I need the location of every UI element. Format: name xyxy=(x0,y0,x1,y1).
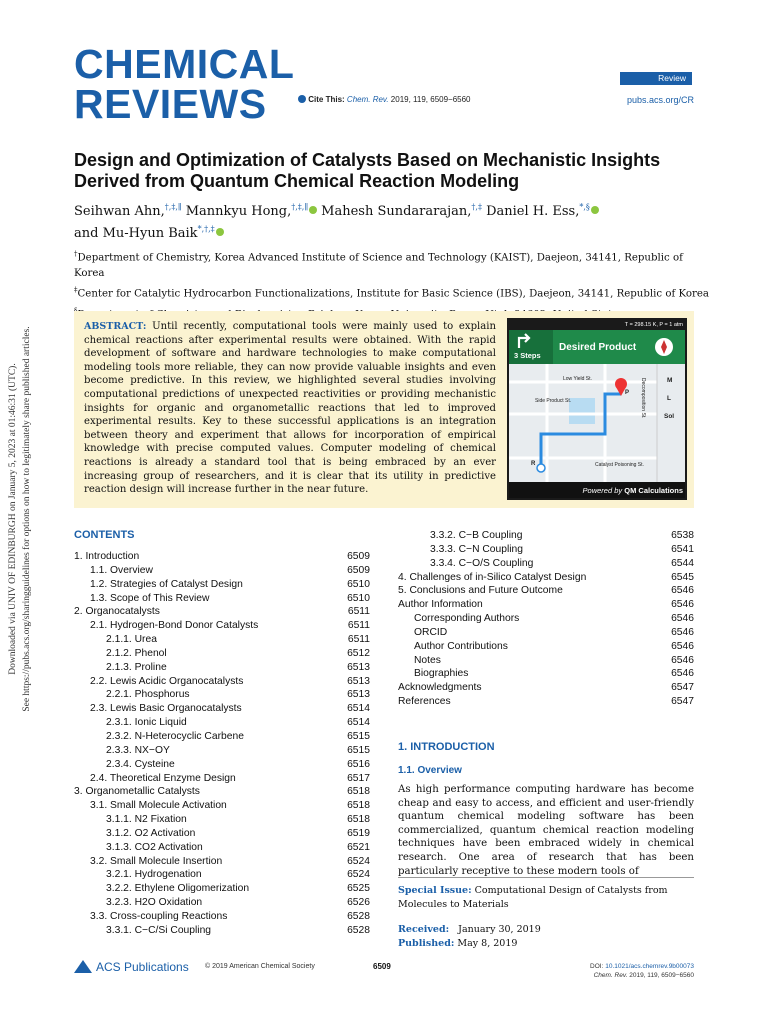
contents-entry-page: 6517 xyxy=(347,772,370,784)
contents-entry-page: 6514 xyxy=(347,703,370,715)
contents-entry-page: 6544 xyxy=(671,557,694,569)
toc-conditions: T = 298.15 K, P = 1 atm xyxy=(624,322,683,328)
contents-entry-page: 6528 xyxy=(347,924,370,936)
contents-entry-page: 6518 xyxy=(347,814,370,826)
contents-entry[interactable] xyxy=(398,640,694,654)
contents-entry-title: 5. Conclusions and Future Outcome xyxy=(398,585,563,597)
affiliation: ‡Center for Catalytic Hydrocarbon Functionalizations, Institute for Basic Science (IBS), Daejeon, 34141, Republic of Korea xyxy=(74,286,709,300)
contents-entry-title: 3.2.2. Ethylene Oligomerization xyxy=(106,883,250,895)
contents-entry-page: 6515 xyxy=(347,730,370,742)
contents-entry-page: 6525 xyxy=(347,883,370,895)
contents-entry[interactable] xyxy=(74,633,370,647)
author[interactable]: Daniel H. Ess,*,§ xyxy=(486,204,599,219)
contents-entry[interactable] xyxy=(74,716,370,730)
contents-entry-page: 6526 xyxy=(347,897,370,909)
journal-logo-line2: REVIEWS xyxy=(74,81,267,127)
contents-entry[interactable] xyxy=(398,543,694,557)
acs-icon xyxy=(74,960,92,973)
contents-entry[interactable] xyxy=(74,799,370,813)
contents-entry[interactable] xyxy=(74,647,370,661)
contents-heading: CONTENTS xyxy=(74,529,135,541)
contents-entry-page: 6513 xyxy=(347,661,370,673)
contents-entry-page: 6511 xyxy=(347,606,370,618)
contents-entry-title: 2.4. Theoretical Enzyme Design xyxy=(90,772,236,784)
contents-entry-title: 3.2.3. H2O Oxidation xyxy=(106,897,203,909)
page-number: 6509 xyxy=(373,962,391,971)
toc-label: Side Product St. xyxy=(535,398,572,404)
contents-entry[interactable] xyxy=(74,619,370,633)
contents-entry-page: 6513 xyxy=(347,689,370,701)
contents-entry[interactable] xyxy=(74,924,370,938)
cite-label: Cite This: xyxy=(308,95,345,104)
contents-entry[interactable] xyxy=(398,681,694,695)
orcid-icon[interactable] xyxy=(309,206,317,214)
contents-entry-title: 2.2.1. Phosphorus xyxy=(106,689,190,701)
journal-logo[interactable] xyxy=(74,41,295,127)
doi-label: DOI: xyxy=(590,963,604,970)
toc-side-letter: M xyxy=(667,377,673,384)
contents-entry[interactable] xyxy=(74,813,370,827)
toc-header: Desired Product xyxy=(559,342,637,353)
journal-logo-line1: CHEMICAL xyxy=(74,41,295,87)
subsection-heading: 1.1. Overview xyxy=(398,765,462,776)
contents-entry-title: 1.1. Overview xyxy=(90,564,153,576)
contents-entry-title: Author Contributions xyxy=(414,640,508,652)
contents-entry-page: 6509 xyxy=(347,551,370,562)
contents-entry[interactable] xyxy=(74,868,370,882)
contents-entry-page: 6519 xyxy=(347,827,370,839)
contents-entry[interactable] xyxy=(74,744,370,758)
contents-entry[interactable] xyxy=(74,688,370,702)
contents-entry-title: 2.1. Hydrogen-Bond Donor Catalysts xyxy=(90,620,259,632)
orcid-icon[interactable] xyxy=(216,228,224,236)
journal-ref: 2019, 119, 6509−6560 xyxy=(629,972,694,979)
contents-entry[interactable] xyxy=(74,661,370,675)
abstract-label: ABSTRACT: xyxy=(84,321,147,332)
contents-entry-title: 3. Organometallic Catalysts xyxy=(74,786,200,798)
contents-entry-page: 6547 xyxy=(671,682,694,694)
contents-entry-page: 6524 xyxy=(347,869,370,881)
author[interactable]: Mannkyu Hong,†,‡,∥ xyxy=(186,204,317,219)
start-icon xyxy=(537,464,545,472)
contents-entry-page: 6546 xyxy=(671,613,694,625)
contents-entry-title: Acknowledgments xyxy=(398,682,482,694)
contents-entry-page: 6546 xyxy=(671,599,694,611)
affiliation: †Department of Chemistry, Korea Advanced Institute of Science and Technology (KAIST), Daejeon, 34141, Republic of Korea xyxy=(74,250,683,280)
contents-entry[interactable] xyxy=(398,695,694,709)
marker-r: R xyxy=(531,461,536,467)
contents-entry-title: 3.1.2. O2 Activation xyxy=(106,827,196,839)
author[interactable]: Mahesh Sundararajan,†,‡ xyxy=(321,203,482,220)
contents-entry-page: 6528 xyxy=(347,910,370,922)
contents-entry-page: 6518 xyxy=(347,800,370,812)
special-issue-note xyxy=(398,877,694,911)
cite-this[interactable] xyxy=(298,95,471,104)
article-title: Design and Optimization of Catalysts Based on Mechanistic Insights Derived from Quantum Chemical Reaction Modeling xyxy=(74,150,661,191)
special-label: Special Issue: xyxy=(398,885,472,896)
contents-entry-page: 6545 xyxy=(671,571,694,583)
contents-entry-title: 1.2. Strategies of Catalyst Design xyxy=(90,578,243,590)
contents-entry-title: 3.1.3. CO2 Activation xyxy=(106,841,203,853)
contents-entry-title: 3.1. Small Molecule Activation xyxy=(90,800,227,812)
contents-entry-title: 2.1.3. Proline xyxy=(106,661,167,673)
marker-p: P xyxy=(625,390,630,396)
toc-label: Catalyst Poisoning St. xyxy=(595,462,644,468)
special-text[interactable]: Computational Design of Catalysts from Molecules to Materials xyxy=(398,885,668,910)
contents-entry-title: 3.3.4. C−O/S Coupling xyxy=(430,557,534,569)
contents-entry-page: 6541 xyxy=(671,543,694,555)
contents-entry-title: Author Information xyxy=(398,599,483,611)
contents-entry-title: 2.1.1. Urea xyxy=(106,634,157,646)
download-note-line1: Downloaded via UNIV OF EDINBURGH on January 5, 2023 at 01:46:31 (UTC). xyxy=(8,363,18,675)
contents-entry-page: 6511 xyxy=(347,634,370,646)
doi-block xyxy=(540,962,694,980)
contents-entry-page: 6515 xyxy=(347,744,370,756)
toc-side-letter: Sol xyxy=(664,413,675,420)
contents-entry-page: 6546 xyxy=(671,585,694,597)
contents-entry[interactable] xyxy=(74,592,370,606)
contents-entry[interactable] xyxy=(398,612,694,626)
abstract-body: Until recently, computational tools were mainly used to explain chemical reactions after experimental results were obtained. With the rapid development of software and hardware technologies to make computational modeling tools more reliable, they can now provide valuable insights and even become predictive. In this review, we highlighted several studies involving computational predictions of unexpected reactivities or providing mechanistic insights for organic and organometallic reactions that led to improved experimental results. Key to these successful applications is an integration between theory and experiment that allows for incorporation of empirical knowledge with precise computed values. Computer modeling of chemical reactions is already a standard tool that is being embraced by an ever increasing group of researchers, and it is clear that its utility in predictive reaction design will increase further in the near future. xyxy=(84,321,497,496)
contents-entry[interactable] xyxy=(74,550,370,564)
contents-entry-page: 6510 xyxy=(347,578,370,590)
dates xyxy=(398,923,694,950)
contents-entry-page: 6546 xyxy=(671,668,694,680)
contents-entry-page: 6510 xyxy=(347,592,370,604)
toc-steps: 3 Steps xyxy=(514,351,541,360)
contents-entry[interactable] xyxy=(74,896,370,910)
copyright: © 2019 American Chemical Society xyxy=(205,963,315,970)
contents-entry-page: 6514 xyxy=(347,717,370,729)
contents-entry[interactable] xyxy=(74,855,370,869)
contents-entry-page: 6538 xyxy=(671,530,694,541)
journal-ref-journal: Chem. Rev. xyxy=(593,972,628,979)
toc-label: Decomposition St. xyxy=(640,378,646,419)
contents-entry[interactable] xyxy=(74,910,370,924)
contents-entry[interactable] xyxy=(398,598,694,612)
intro-paragraph: As high performance computing hardware has become cheap and easy to access, and efficient and user-friendly quantum chemical modeling software has been commercialized, quantum chemical reaction modeling techniques have been embraced widely in chemical research. One area of research that has been particularly receptive to these modern tools of xyxy=(398,784,694,877)
contents-entry-title: 2.3. Lewis Basic Organocatalysts xyxy=(90,703,242,715)
author-list xyxy=(74,199,704,242)
contents-entry-title: 3.3. Cross-coupling Reactions xyxy=(90,910,228,922)
contents-entry-title: Biographies xyxy=(414,668,469,680)
cite-icon xyxy=(298,95,306,103)
cite-ref: 2019, 119, 6509−6560 xyxy=(390,95,471,104)
publisher-name: ACS Publications xyxy=(96,960,189,974)
contents-entry-title: 3.2. Small Molecule Insertion xyxy=(90,855,223,867)
toc-label: Low Yield St. xyxy=(563,376,592,382)
contents-entry-title: 3.3.3. C−N Coupling xyxy=(430,543,524,555)
download-note-line2: See https://pubs.acs.org/sharingguidelines for options on how to legitimately share published articles. xyxy=(22,326,32,712)
journal-url[interactable]: pubs.acs.org/CR xyxy=(626,95,694,105)
contents-entry[interactable] xyxy=(74,578,370,592)
author[interactable]: Seihwan Ahn,†,‡,∥ xyxy=(74,203,182,220)
contents-entry-title: 1.3. Scope of This Review xyxy=(90,592,210,604)
toc-footer xyxy=(583,486,683,495)
contents-entry-title: ORCID xyxy=(414,626,448,638)
contents-entry-title: 2.3.1. Ionic Liquid xyxy=(106,717,187,729)
author[interactable]: and Mu-Hyun Baik*,†,‡ xyxy=(74,226,224,241)
contents-entry-page: 6546 xyxy=(671,640,694,652)
contents-entry-title: References xyxy=(398,696,451,708)
contents-entry[interactable] xyxy=(74,675,370,689)
contents-entry-page: 6524 xyxy=(347,855,370,867)
contents-entry-title: 3.1.1. N2 Fixation xyxy=(106,814,187,826)
contents-entry[interactable] xyxy=(398,584,694,598)
download-note xyxy=(6,159,34,879)
contents-entry-title: 2.3.3. NX−OY xyxy=(106,744,170,756)
contents-entry-page: 6516 xyxy=(347,758,370,770)
contents-entry-title: Corresponding Authors xyxy=(414,613,520,625)
contents-list-left xyxy=(74,550,370,938)
contents-entry[interactable] xyxy=(74,827,370,841)
contents-entry-page: 6546 xyxy=(671,626,694,638)
contents-entry-title: 2.1.2. Phenol xyxy=(106,647,167,659)
contents-entry[interactable] xyxy=(398,557,694,571)
contents-entry-page: 6511 xyxy=(347,620,370,632)
contents-entry-page: 6518 xyxy=(347,786,370,798)
doi-link[interactable]: 10.1021/acs.chemrev.9b00073 xyxy=(605,963,694,970)
contents-entry-page: 6509 xyxy=(347,564,370,576)
contents-entry-title: 3.3.1. C−C/Si Coupling xyxy=(106,924,212,936)
contents-entry-title: 2.3.2. N-Heterocyclic Carbene xyxy=(106,730,244,742)
contents-entry[interactable] xyxy=(398,667,694,681)
toc-footer-pre: Powered by xyxy=(582,486,623,495)
contents-entry[interactable] xyxy=(74,841,370,855)
contents-entry-title: 4. Challenges of in-Silico Catalyst Design xyxy=(398,571,587,583)
toc-graphic xyxy=(507,318,687,500)
contents-entry[interactable] xyxy=(74,785,370,799)
contents-entry-page: 6547 xyxy=(671,696,694,708)
published-label: Published: xyxy=(398,937,455,949)
contents-entry[interactable] xyxy=(398,626,694,640)
contents-entry[interactable] xyxy=(74,772,370,786)
contents-entry[interactable] xyxy=(74,702,370,716)
contents-entry-page: 6513 xyxy=(347,675,370,687)
contents-entry[interactable] xyxy=(74,564,370,578)
contents-entry-title: 3.3.2. C−B Coupling xyxy=(430,530,523,541)
contents-entry-title: 3.2.1. Hydrogenation xyxy=(106,869,202,881)
contents-entry-page: 6546 xyxy=(671,654,694,666)
acs-logo[interactable] xyxy=(74,960,189,974)
contents-list-right xyxy=(398,529,694,709)
received-label: Received: xyxy=(398,924,450,935)
section-heading: 1. INTRODUCTION xyxy=(398,741,495,753)
contents-entry-title: 2.3.4. Cysteine xyxy=(106,758,175,770)
toc-footer-bold: QM Calculations xyxy=(624,486,683,495)
contents-entry-title: 2.2. Lewis Acidic Organocatalysts xyxy=(90,675,244,687)
contents-entry-page: 6512 xyxy=(347,647,370,659)
contents-entry[interactable] xyxy=(398,571,694,585)
contents-entry[interactable] xyxy=(74,730,370,744)
contents-entry-title: 1. Introduction xyxy=(74,551,140,562)
contents-entry[interactable] xyxy=(398,654,694,668)
abstract xyxy=(84,320,496,497)
contents-entry-page: 6521 xyxy=(347,841,370,853)
toc-side-letter: L xyxy=(667,395,671,402)
contents-entry[interactable] xyxy=(74,882,370,896)
orcid-icon[interactable] xyxy=(591,206,599,214)
contents-entry[interactable] xyxy=(74,758,370,772)
contents-entry[interactable] xyxy=(398,529,694,543)
contents-entry-title: Notes xyxy=(414,654,441,666)
published-date: May 8, 2019 xyxy=(457,937,518,949)
received-date: January 30, 2019 xyxy=(458,924,541,935)
contents-entry-title: 2. Organocatalysts xyxy=(74,606,160,618)
article-type-badge: Review xyxy=(620,72,692,85)
cite-journal: Chem. Rev. xyxy=(346,95,389,104)
contents-entry[interactable] xyxy=(74,605,370,619)
